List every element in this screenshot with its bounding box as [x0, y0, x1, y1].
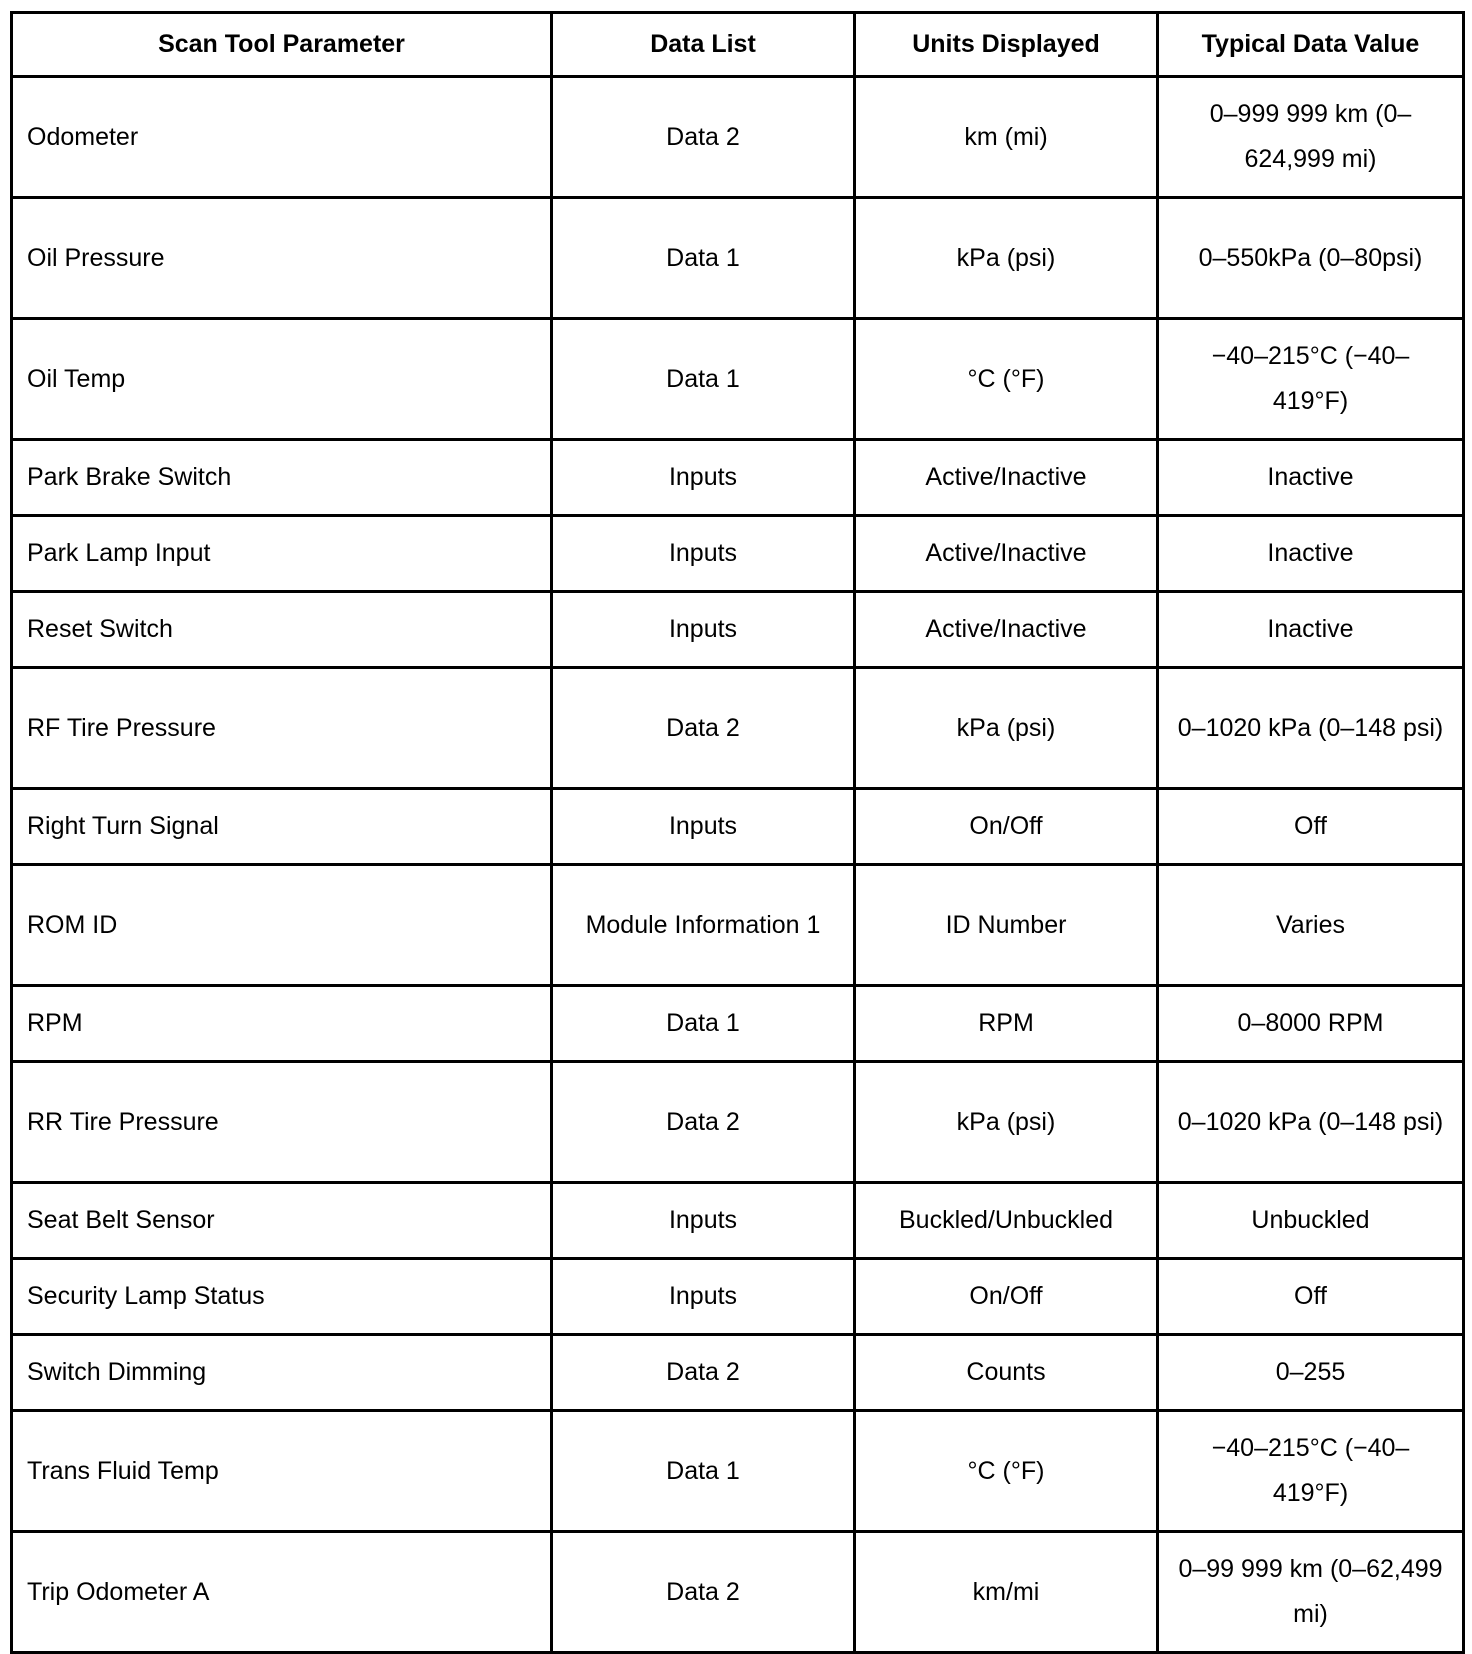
typical-value-cell: Inactive: [1158, 440, 1464, 516]
parameter-cell: RR Tire Pressure: [12, 1062, 552, 1183]
typical-value-cell: Inactive: [1158, 516, 1464, 592]
table-row: [12, 592, 1464, 668]
typical-value-cell: Inactive: [1158, 592, 1464, 668]
parameter-cell: Oil Pressure: [12, 198, 552, 319]
table-row: [12, 1335, 1464, 1411]
typical-value-cell: Off: [1158, 1259, 1464, 1335]
header-scan-tool-parameter: Scan Tool Parameter: [12, 13, 552, 77]
data-list-cell: Data 1: [552, 319, 855, 440]
data-list-cell: Inputs: [552, 440, 855, 516]
parameter-cell: Trans Fluid Temp: [12, 1411, 552, 1532]
units-cell: °C (°F): [855, 1411, 1158, 1532]
typical-value-cell: −40–215°C (−40–419°F): [1158, 319, 1464, 440]
header-row: [12, 13, 1464, 77]
parameter-cell: Security Lamp Status: [12, 1259, 552, 1335]
units-cell: km (mi): [855, 77, 1158, 198]
table-row: [12, 440, 1464, 516]
table-row: [12, 1062, 1464, 1183]
parameter-cell: Odometer: [12, 77, 552, 198]
units-cell: km/mi: [855, 1532, 1158, 1653]
typical-value-cell: 0–99 999 km (0–62,499 mi): [1158, 1532, 1464, 1653]
units-cell: kPa (psi): [855, 198, 1158, 319]
units-cell: °C (°F): [855, 319, 1158, 440]
units-cell: Buckled/Unbuckled: [855, 1183, 1158, 1259]
units-cell: ID Number: [855, 865, 1158, 986]
scan-tool-data-table: [10, 11, 1465, 1654]
typical-value-cell: 0–550kPa (0–80psi): [1158, 198, 1464, 319]
units-cell: kPa (psi): [855, 668, 1158, 789]
units-cell: Active/Inactive: [855, 592, 1158, 668]
units-cell: kPa (psi): [855, 1062, 1158, 1183]
table-row: [12, 319, 1464, 440]
data-list-cell: Data 2: [552, 1335, 855, 1411]
table-row: [12, 1532, 1464, 1653]
data-list-cell: Data 2: [552, 668, 855, 789]
data-list-cell: Data 1: [552, 986, 855, 1062]
parameter-cell: Park Brake Switch: [12, 440, 552, 516]
parameter-cell: Park Lamp Input: [12, 516, 552, 592]
table-row: [12, 668, 1464, 789]
header-units-displayed: Units Displayed: [855, 13, 1158, 77]
parameter-cell: ROM ID: [12, 865, 552, 986]
units-cell: RPM: [855, 986, 1158, 1062]
table-row: [12, 516, 1464, 592]
data-list-cell: Module Information 1: [552, 865, 855, 986]
table-row: [12, 865, 1464, 986]
units-cell: Counts: [855, 1335, 1158, 1411]
data-list-cell: Inputs: [552, 1259, 855, 1335]
table-row: [12, 1411, 1464, 1532]
data-list-cell: Data 2: [552, 1532, 855, 1653]
parameter-cell: Reset Switch: [12, 592, 552, 668]
typical-value-cell: −40–215°C (−40–419°F): [1158, 1411, 1464, 1532]
table-row: [12, 77, 1464, 198]
parameter-cell: Oil Temp: [12, 319, 552, 440]
parameter-cell: Right Turn Signal: [12, 789, 552, 865]
data-list-cell: Inputs: [552, 789, 855, 865]
units-cell: On/Off: [855, 789, 1158, 865]
parameter-cell: Trip Odometer A: [12, 1532, 552, 1653]
data-list-cell: Data 1: [552, 1411, 855, 1532]
table-row: [12, 198, 1464, 319]
header-typical-data-value: Typical Data Value: [1158, 13, 1464, 77]
data-list-cell: Data 1: [552, 198, 855, 319]
data-list-cell: Inputs: [552, 1183, 855, 1259]
data-list-cell: Inputs: [552, 516, 855, 592]
typical-value-cell: 0–999 999 km (0–624,999 mi): [1158, 77, 1464, 198]
typical-value-cell: 0–255: [1158, 1335, 1464, 1411]
parameter-cell: Seat Belt Sensor: [12, 1183, 552, 1259]
typical-value-cell: Off: [1158, 789, 1464, 865]
units-cell: Active/Inactive: [855, 516, 1158, 592]
units-cell: On/Off: [855, 1259, 1158, 1335]
table-row: [12, 986, 1464, 1062]
typical-value-cell: 0–8000 RPM: [1158, 986, 1464, 1062]
typical-value-cell: 0–1020 kPa (0–148 psi): [1158, 668, 1464, 789]
typical-value-cell: Varies: [1158, 865, 1464, 986]
data-list-cell: Inputs: [552, 592, 855, 668]
data-list-cell: Data 2: [552, 77, 855, 198]
header-data-list: Data List: [552, 13, 855, 77]
table-row: [12, 1259, 1464, 1335]
table-row: [12, 789, 1464, 865]
table-row: [12, 1183, 1464, 1259]
parameter-cell: Switch Dimming: [12, 1335, 552, 1411]
parameter-cell: RF Tire Pressure: [12, 668, 552, 789]
parameter-cell: RPM: [12, 986, 552, 1062]
data-list-cell: Data 2: [552, 1062, 855, 1183]
typical-value-cell: 0–1020 kPa (0–148 psi): [1158, 1062, 1464, 1183]
units-cell: Active/Inactive: [855, 440, 1158, 516]
typical-value-cell: Unbuckled: [1158, 1183, 1464, 1259]
